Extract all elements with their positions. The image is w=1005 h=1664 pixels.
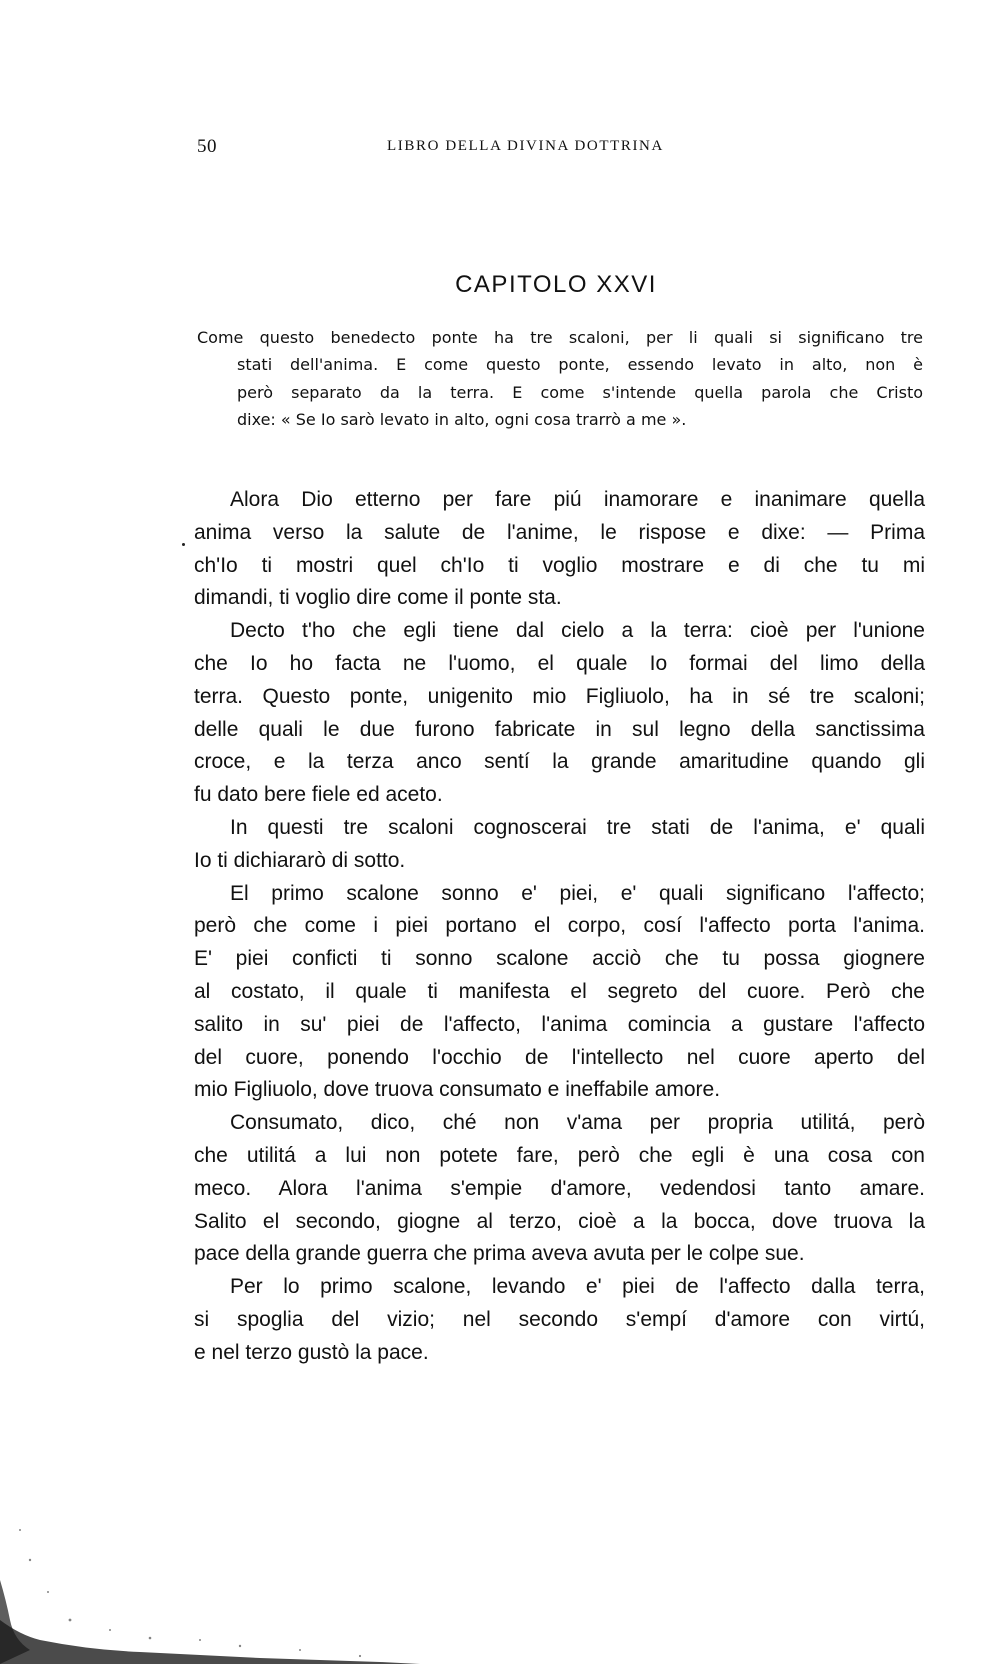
body-line: salito in su' piei de l'affecto, l'anima comincia a gustare l'affecto (194, 1012, 925, 1036)
body-line: del cuore, ponendo l'occhio de l'intellecto nel cuore aperto del (194, 1045, 925, 1069)
body-line: E' piei conficti ti sonno scalone acciò che tu possa giognere (194, 947, 925, 971)
summary-line: stati dell'anima. E come questo ponte, essendo levato in alto, non è (237, 355, 923, 375)
body-line: anima verso la salute de l'anime, le rispose e dixe: — Prima (194, 520, 925, 544)
summary-line: dixe: « Se Io sarò levato in alto, ogni cosa trarrò a me ». (237, 409, 687, 429)
body-line: croce, e la terza anco sentí la grande amaritudine quando gli (194, 750, 925, 774)
body-line: fu dato bere fiele ed aceto. (194, 783, 443, 807)
running-title: LIBRO DELLA DIVINA DOTTRINA (387, 138, 664, 154)
body-line: meco. Alora l'anima s'empie d'amore, vedendosi tanto amare. (194, 1176, 925, 1200)
body-line: Alora Dio etterno per fare piú inamorare e inanimare quella (230, 488, 925, 511)
scan-edge-noise (0, 1500, 420, 1664)
body-line: al costato, il quale ti manifesta el segreto del cuore. Però che (194, 979, 925, 1003)
body-line: In questi tre scaloni cognoscerai tre stati de l'anima, e' quali (230, 815, 925, 839)
chapter-body (194, 484, 925, 1370)
body-line: si spoglia del vizio; nel secondo s'empí d'amore con virtú, (194, 1307, 925, 1331)
body-line: Salito el secondo, giogne al terzo, cioè a la bocca, dove truova la (194, 1209, 925, 1233)
body-line: delle quali le due furono fabricate in sul legno della sanctissima (194, 717, 925, 741)
body-line: Consumato, dico, ché non v'ama per propria utilitá, però (230, 1111, 925, 1135)
summary-line: però separato da la terra. E come s'intende quella parola che Cristo (237, 382, 923, 402)
body-line: ch'Io ti mostri quel ch'Io ti voglio mostrare e di che tu mi (194, 553, 925, 577)
page-number: 50 (197, 136, 217, 157)
body-line: che utilitá a lui non potete fare, però che egli è una cosa con (194, 1143, 925, 1167)
scan-speck (182, 543, 185, 546)
body-line: però che come i piei portano el corpo, cosí l'affecto porta l'anima. (194, 914, 925, 938)
chapter-summary (197, 324, 923, 433)
body-line: Decto t'ho che egli tiene dal cielo a la terra: cioè per l'unione (230, 619, 925, 643)
running-head (197, 136, 922, 160)
chapter-title: CAPITOLO XXVI (455, 271, 657, 298)
body-line: El primo scalone sonno e' piei, e' quali significano l'affecto; (230, 881, 925, 905)
body-line: terra. Questo ponte, unigenito mio Figliuolo, ha in sé tre scaloni; (194, 684, 925, 708)
body-line: pace della grande guerra che prima aveva avuta per le colpe sue. (194, 1242, 805, 1266)
body-line: e nel terzo gustò la pace. (194, 1340, 429, 1364)
body-line: dimandi, ti voglio dire come il ponte sta. (194, 586, 562, 610)
body-line: Io ti dichiararò di sotto. (194, 848, 406, 872)
body-line: Per lo primo scalone, levando e' piei de l'affecto dalla terra, (230, 1275, 925, 1299)
body-line: che Io ho facta ne l'uomo, el quale Io formai del limo della (194, 651, 925, 675)
body-line: mio Figliuolo, dove truova consumato e ineffabile amore. (194, 1078, 721, 1102)
summary-line: Come questo benedecto ponte ha tre scaloni, per li quali si significano tre (197, 328, 923, 347)
